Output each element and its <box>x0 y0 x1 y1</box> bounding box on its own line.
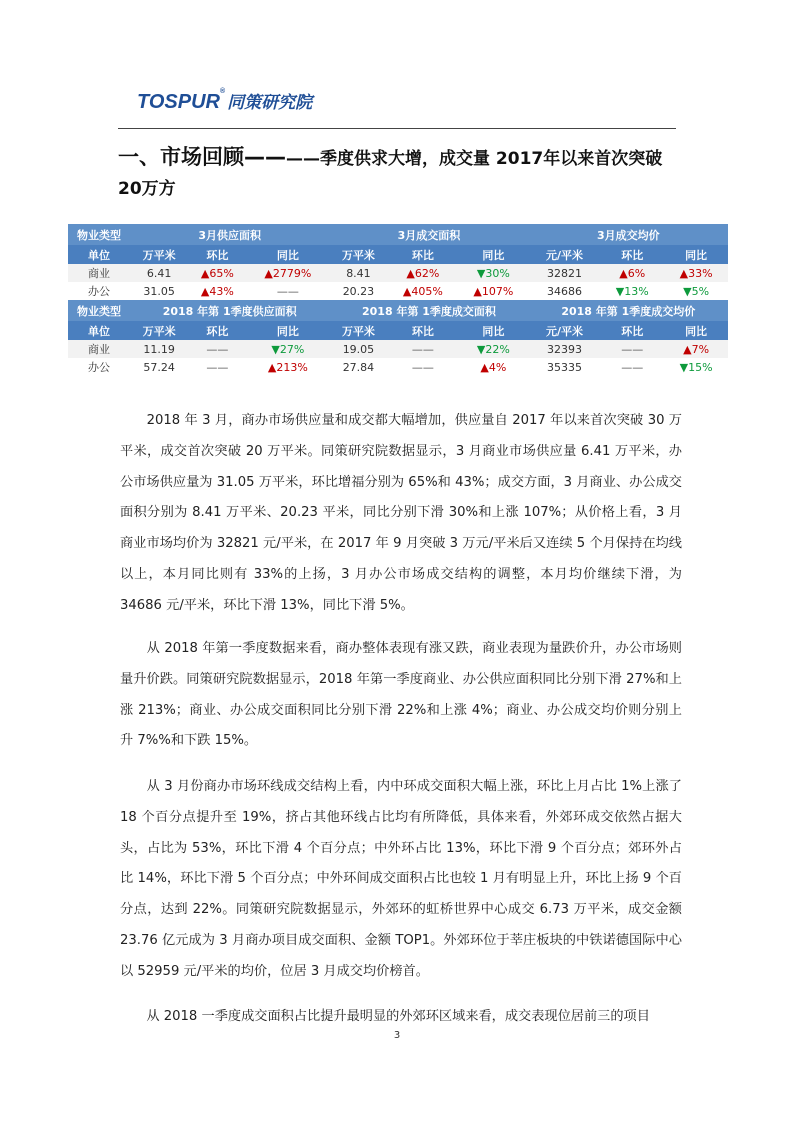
table-unit-cell: 元/平米 <box>529 321 601 340</box>
table-cell <box>329 264 387 282</box>
cell-value: 6.41 <box>146 266 172 280</box>
logo-brand: TOSPUR <box>137 91 220 113</box>
cell-value: —— <box>621 342 644 356</box>
paragraph-4: 从 2018 一季度成交面积占比提升最明显的外郊环区域来看，成交表现位居前三的项目 <box>120 1009 650 1024</box>
table-cell <box>329 358 387 376</box>
table-header-monthly <box>68 224 728 245</box>
table-unit-cell: 环比 <box>388 321 459 340</box>
table-units-row-monthly <box>68 245 728 264</box>
table-cell <box>529 358 601 376</box>
table-header-cell: 2018 年第 1季度成交面积 <box>329 300 528 321</box>
property-type-cell: 商业 <box>68 264 130 282</box>
cell-value: 7% <box>691 342 710 356</box>
table-cell <box>458 358 529 376</box>
cell-value: 11.19 <box>143 342 175 356</box>
table-cell <box>388 282 459 300</box>
table-unit-cell: 元/平米 <box>529 245 601 264</box>
table-cell <box>246 340 329 358</box>
triangle-down-icon: ▼ <box>271 342 280 356</box>
cell-value: 405% <box>411 284 443 298</box>
paragraph-2: 从 2018 年第一季度数据来看，商办整体表现有涨又跌，商业表现为量跌价升，办公市场则量升价跌。同策研究院数据显示，2018 年第一季度商业、办公供应面积同比分别下滑 27%和上涨 213%；商业、办公成交面积同比分别下滑 22%和上涨 4%；商业、办公成交均价则分别上升 7%%和下跌 15%。 <box>120 641 682 749</box>
table-unit-cell: 万平米 <box>329 245 387 264</box>
table-unit-cell: 同比 <box>664 245 728 264</box>
triangle-up-icon: ▲ <box>683 342 692 356</box>
logo-institute: 同策研究院 <box>227 93 313 113</box>
table-unit-cell: 环比 <box>600 245 664 264</box>
cell-value: 8.41 <box>346 266 371 280</box>
table-unit-cell: 万平米 <box>130 245 188 264</box>
table-unit-cell: 同比 <box>246 245 329 264</box>
table-units-row-quarter <box>68 321 728 340</box>
table-cell <box>246 282 329 300</box>
cell-value: 19.05 <box>342 342 375 356</box>
table-cell <box>329 340 387 358</box>
table-cell <box>529 340 601 358</box>
triangle-down-icon: ▼ <box>476 342 486 356</box>
triangle-up-icon: ▲ <box>200 284 210 298</box>
table-header-cell: 3月供应面积 <box>130 224 329 245</box>
table-unit-cell: 同比 <box>458 245 529 264</box>
table-cell <box>600 264 664 282</box>
table-cell <box>329 282 387 300</box>
table-cell <box>664 264 728 282</box>
table-cell <box>664 282 728 300</box>
cell-value: 213% <box>276 360 308 374</box>
cell-value: 65% <box>209 266 234 280</box>
table-header-cell: 3月成交面积 <box>329 224 528 245</box>
header-divider <box>118 128 676 129</box>
cell-value: 31.05 <box>143 284 175 298</box>
cell-value: —— <box>411 360 434 374</box>
table-header-quarter <box>68 300 728 321</box>
table-cell <box>130 264 188 282</box>
cell-value: 35335 <box>546 360 582 374</box>
table-cell <box>388 264 459 282</box>
table-row <box>68 358 728 376</box>
cell-value: 30% <box>485 266 510 280</box>
table-unit-cell: 万平米 <box>329 321 387 340</box>
cell-value: 107% <box>481 284 514 298</box>
table-unit-cell: 同比 <box>664 321 728 340</box>
triangle-up-icon: ▲ <box>480 360 489 374</box>
triangle-up-icon: ▲ <box>200 266 210 280</box>
table-unit-cell: 环比 <box>188 245 246 264</box>
triangle-down-icon: ▼ <box>679 360 689 374</box>
section-title <box>118 142 683 204</box>
triangle-down-icon: ▼ <box>476 266 486 280</box>
table-header-cell: 2018 年第 1季度供应面积 <box>130 300 329 321</box>
logo-registered-mark: ® <box>219 88 226 95</box>
section-title-part2: ——季度供求大增，成交量 2017年以来首次突破 20万方 <box>118 149 663 199</box>
cell-value: —— <box>276 284 299 298</box>
cell-value: 27.84 <box>342 360 375 374</box>
triangle-up-icon: ▲ <box>267 360 277 374</box>
cell-value: 34686 <box>546 284 582 298</box>
table-cell <box>130 282 188 300</box>
table-header-cell: 物业类型 <box>68 300 130 321</box>
table-header-cell: 3月成交均价 <box>529 224 728 245</box>
page-number: 3 <box>393 1030 401 1041</box>
cell-value: 4% <box>488 360 507 374</box>
cell-value: —— <box>621 360 644 374</box>
cell-value: 43% <box>209 284 234 298</box>
table-header-cell: 物业类型 <box>68 224 130 245</box>
triangle-down-icon: ▼ <box>683 284 692 298</box>
cell-value: 13% <box>624 284 649 298</box>
table-cell <box>664 340 728 358</box>
property-type-cell: 商业 <box>68 340 130 358</box>
table-cell <box>188 358 246 376</box>
cell-value: 2779% <box>272 266 312 280</box>
table-cell <box>130 358 188 376</box>
triangle-up-icon: ▲ <box>679 266 689 280</box>
cell-value: 22% <box>485 342 510 356</box>
triangle-up-icon: ▲ <box>406 266 415 280</box>
table-cell <box>664 358 728 376</box>
table-cell <box>246 264 329 282</box>
table-cell <box>388 340 459 358</box>
cell-value: —— <box>411 342 434 356</box>
table-cell <box>600 340 664 358</box>
table-row <box>68 264 728 282</box>
table-cell <box>600 282 664 300</box>
table-cell <box>130 340 188 358</box>
triangle-up-icon: ▲ <box>402 284 412 298</box>
table-cell <box>246 358 329 376</box>
market-data-table <box>68 224 728 376</box>
table-unit-cell: 单位 <box>68 245 130 264</box>
tospur-logo <box>137 88 312 114</box>
table-row <box>68 282 728 300</box>
table-cell <box>529 282 601 300</box>
cell-value: —— <box>206 342 229 356</box>
paragraph-3: 从 3 月份商办市场环线成交结构上看，内中环成交面积大幅上涨，环比上月占比 1%上涨了 18 个百分点提升至 19%，挤占其他环线占比均有所降低，具体来看，外郊环成交依然占据大头，占比为 53%，环比下滑 4 个百分点；中外环占比 13%，环比下滑 9 个百分点；郊环外占比 14%，环比下滑 5 个百分点；中外环间成交面积占比也较 1 月有明显上升，环比上扬 9 个百分点，达到 22%。同策研究院数据显示，外郊环的虹桥世界中心成交 6.73 万平米，成交金额 23.76 亿元成为 3 月商办项目成交面积、金额 TOP1。外郊环位于莘庄板块的中铁诺德国际中心以 52959 元/平米的均价，位居 3 月成交均价榜首。 <box>120 779 682 979</box>
cell-value: 57.24 <box>143 360 175 374</box>
table-cell <box>188 282 246 300</box>
cell-value: 5% <box>691 284 710 298</box>
table-unit-cell: 环比 <box>388 245 459 264</box>
table-unit-cell: 环比 <box>600 321 664 340</box>
cell-value: 20.23 <box>342 284 375 298</box>
section-title-part1: 一、市场回顾—— <box>118 145 286 169</box>
table-unit-cell: 环比 <box>188 321 246 340</box>
table-row <box>68 340 728 358</box>
table-cell <box>388 358 459 376</box>
cell-value: 32393 <box>546 342 582 356</box>
triangle-down-icon: ▼ <box>615 284 625 298</box>
cell-value: 27% <box>279 342 305 356</box>
triangle-up-icon: ▲ <box>619 266 628 280</box>
table-unit-cell: 同比 <box>246 321 329 340</box>
triangle-up-icon: ▲ <box>264 266 273 280</box>
table-cell <box>458 340 529 358</box>
table-cell <box>458 282 529 300</box>
triangle-up-icon: ▲ <box>473 284 482 298</box>
cell-value: —— <box>206 360 229 374</box>
table-cell <box>600 358 664 376</box>
table-unit-cell: 单位 <box>68 321 130 340</box>
cell-value: 32821 <box>546 266 582 280</box>
cell-value: 6% <box>627 266 646 280</box>
cell-value: 62% <box>414 266 440 280</box>
table-cell <box>458 264 529 282</box>
property-type-cell: 办公 <box>68 358 130 376</box>
table-header-cell: 2018 年第 1季度成交均价 <box>529 300 728 321</box>
table-cell <box>188 264 246 282</box>
table-cell <box>529 264 601 282</box>
paragraph-1: 2018 年 3 月，商办市场供应量和成交都大幅增加，供应量自 2017 年以来首次突破 30 万平米，成交首次突破 20 万平米。同策研究院数据显示，3 月商业市场供应量 6.41 万平米，办公市场供应量为 31.05 万平米，环比增福分别为 65%和 43%；成交方面，3 月商业、办公成交面积分别为 8.41 万平米、20.23 平米，同比分别下滑 30%和上涨 107%；从价格上看，3 月商业市场均价为 32821 元/平米，在 2017 年 9 月突破 3 万元/平米后又连续 5 个月保持在均线以上，本月同比则有 33%的上扬，3 月办公市场成交结构的调整，本月均价继续下滑，为 34686 元/平米，环比下滑 13%，同比下滑 5%。 <box>120 413 682 613</box>
table-unit-cell: 同比 <box>458 321 529 340</box>
cell-value: 33% <box>688 266 713 280</box>
table-unit-cell: 万平米 <box>130 321 188 340</box>
table-cell <box>188 340 246 358</box>
property-type-cell: 办公 <box>68 282 130 300</box>
cell-value: 15% <box>688 360 713 374</box>
